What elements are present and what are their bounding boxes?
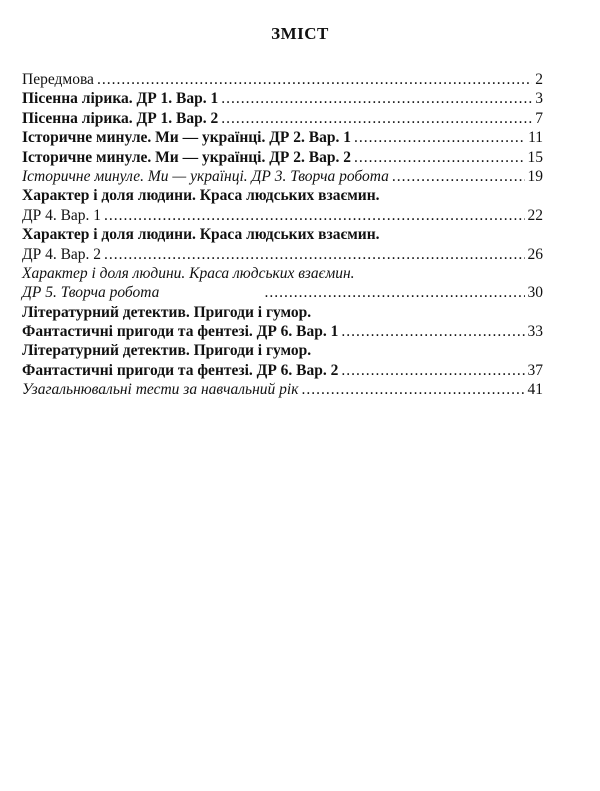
toc-page-number: 3 bbox=[535, 90, 543, 108]
toc-page-number: 15 bbox=[527, 148, 543, 166]
toc-section-heading: Характер і доля людини. Краса людських взаємин. bbox=[22, 226, 380, 244]
toc-entry-fantasy-1[interactable] bbox=[22, 322, 543, 341]
toc-heading-character-creative bbox=[22, 264, 543, 283]
toc-entry-label: Фантастичні пригоди та фентезі. ДР 6. Вар. 1 bbox=[22, 323, 339, 341]
toc-heading-character-2 bbox=[22, 225, 543, 244]
toc-entry-label: Історичне минуле. Ми — українці. ДР 2. Вар. 2 bbox=[22, 148, 351, 166]
toc-entry-foreword[interactable] bbox=[22, 70, 543, 89]
toc-page-number: 33 bbox=[527, 323, 543, 341]
toc-entry-song-lyrics-1[interactable] bbox=[22, 89, 543, 108]
dot-leader bbox=[301, 380, 524, 399]
toc-heading-detective-1 bbox=[22, 303, 543, 322]
dot-leader bbox=[354, 128, 525, 147]
toc-page-number: 30 bbox=[527, 284, 543, 302]
toc-entry-character-2[interactable] bbox=[22, 245, 543, 264]
dot-leader bbox=[104, 245, 524, 264]
toc-section-heading: Літературний детектив. Пригоди і гумор. bbox=[22, 342, 312, 360]
toc-entry-label: Історичне минуле. Ми — українці. ДР 3. Творча робота bbox=[22, 167, 389, 185]
toc-page-number: 22 bbox=[527, 206, 543, 224]
toc-entry-label: Пісенна лірика. ДР 1. Вар. 1 bbox=[22, 90, 219, 108]
toc-entry-label: ДР 4. Вар. 2 bbox=[22, 245, 102, 263]
page-title: ЗМІСТ bbox=[271, 24, 329, 43]
toc-entry-history-2[interactable] bbox=[22, 148, 543, 167]
toc-page-number: 41 bbox=[527, 381, 543, 399]
toc-page-number: 7 bbox=[535, 109, 543, 127]
dot-leader bbox=[341, 361, 524, 380]
toc-heading-character-1 bbox=[22, 186, 543, 205]
toc-entry-history-creative[interactable] bbox=[22, 167, 543, 186]
toc-section-heading: Характер і доля людини. Краса людських взаємин. bbox=[22, 264, 355, 282]
dot-leader bbox=[341, 322, 524, 341]
dot-leader bbox=[97, 70, 532, 89]
toc-page-number: 37 bbox=[527, 361, 543, 379]
table-of-contents bbox=[22, 70, 543, 400]
dot-leader bbox=[392, 167, 525, 186]
dot-leader bbox=[104, 206, 524, 225]
toc-page-number: 26 bbox=[527, 245, 543, 263]
toc-entry-label: Передмова bbox=[22, 71, 94, 88]
dot-leader bbox=[265, 283, 525, 302]
dot-leader bbox=[221, 89, 532, 108]
toc-page-number: 19 bbox=[527, 167, 543, 185]
toc-entry-character-creative[interactable] bbox=[22, 283, 543, 302]
toc-page-number: 11 bbox=[528, 129, 543, 147]
toc-entry-label: Історичне минуле. Ми — українці. ДР 2. Вар. 1 bbox=[22, 129, 351, 147]
toc-entry-final-tests[interactable] bbox=[22, 380, 543, 399]
toc-entry-character-1[interactable] bbox=[22, 206, 543, 225]
toc-section-heading: Характер і доля людини. Краса людських взаємин. bbox=[22, 187, 380, 205]
toc-page-number: 2 bbox=[535, 71, 543, 88]
toc-entry-song-lyrics-2[interactable] bbox=[22, 109, 543, 128]
toc-entry-fantasy-2[interactable] bbox=[22, 361, 543, 380]
toc-entry-history-1[interactable] bbox=[22, 128, 543, 147]
dot-leader bbox=[221, 109, 532, 128]
toc-entry-label: Пісенна лірика. ДР 1. Вар. 2 bbox=[22, 109, 219, 127]
toc-entry-label: ДР 4. Вар. 1 bbox=[22, 206, 102, 224]
toc-section-heading: Літературний детектив. Пригоди і гумор. bbox=[22, 303, 312, 321]
toc-entry-label: ДР 5. Творча робота bbox=[22, 284, 160, 302]
dot-leader bbox=[354, 148, 525, 167]
toc-entry-label: Узагальнювальні тести за навчальний рік bbox=[22, 381, 299, 399]
toc-entry-label: Фантастичні пригоди та фентезі. ДР 6. Вар. 2 bbox=[22, 361, 339, 379]
toc-heading-detective-2 bbox=[22, 341, 543, 360]
